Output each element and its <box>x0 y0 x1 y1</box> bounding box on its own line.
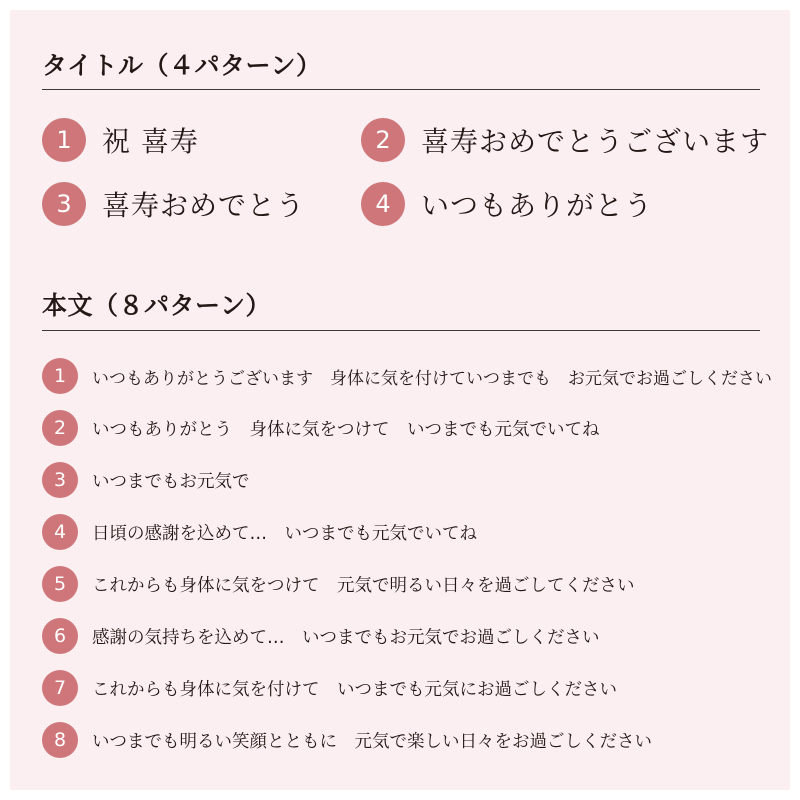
title-section-divider <box>42 89 760 90</box>
number-badge: 4 <box>42 514 78 550</box>
number-badge: 6 <box>42 618 78 654</box>
body-pattern-item <box>42 566 635 602</box>
number-badge: 4 <box>361 182 405 226</box>
title-pattern-item <box>361 118 769 162</box>
body-pattern-item <box>42 670 617 706</box>
body-pattern-item <box>42 514 477 550</box>
body-pattern-text: 日頃の感謝を込めて… いつまでも元気でいてね <box>92 523 477 544</box>
title-pattern-text: 祝 喜寿 <box>102 125 199 158</box>
number-badge: 3 <box>42 462 78 498</box>
body-pattern-item <box>42 722 652 758</box>
title-pattern-text: いつもありがとう <box>421 189 654 222</box>
number-badge: 5 <box>42 566 78 602</box>
body-pattern-text: 感謝の気持ちを込めて… いつまでもお元気でお過ごしください <box>92 627 600 648</box>
title-pattern-item <box>361 182 653 226</box>
body-pattern-item <box>42 358 772 394</box>
body-pattern-text: いつまでもお元気で <box>92 471 250 492</box>
body-pattern-item <box>42 462 250 498</box>
title-pattern-item <box>42 118 199 162</box>
number-badge: 1 <box>42 118 86 162</box>
title-pattern-text: 喜寿おめでとうございます <box>421 125 770 158</box>
title-pattern-text: 喜寿おめでとう <box>102 189 306 222</box>
body-pattern-text: いつもありがとう 身体に気をつけて いつまでも元気でいてね <box>92 419 600 440</box>
number-badge: 1 <box>42 358 78 394</box>
body-pattern-item <box>42 410 600 446</box>
body-section-divider <box>42 330 760 331</box>
body-pattern-text: いつもありがとうございます 身体に気を付けていつまでも お元気でお過ごしください <box>92 368 772 389</box>
body-pattern-text: いつまでも明るい笑顔とともに 元気で楽しい日々をお過ごしください <box>92 731 652 752</box>
number-badge: 8 <box>42 722 78 758</box>
body-pattern-item <box>42 618 600 654</box>
body-pattern-text: これからも身体に気を付けて いつまでも元気にお過ごしください <box>92 679 617 700</box>
title-section-heading: タイトル（４パターン） <box>42 51 322 80</box>
body-pattern-text: これからも身体に気をつけて 元気で明るい日々を過ごしてください <box>92 575 635 596</box>
number-badge: 2 <box>42 410 78 446</box>
body-section-heading: 本文（８パターン） <box>42 291 272 320</box>
number-badge: 2 <box>361 118 405 162</box>
pattern-card <box>10 10 790 790</box>
number-badge: 3 <box>42 182 86 226</box>
title-pattern-item <box>42 182 305 226</box>
number-badge: 7 <box>42 670 78 706</box>
